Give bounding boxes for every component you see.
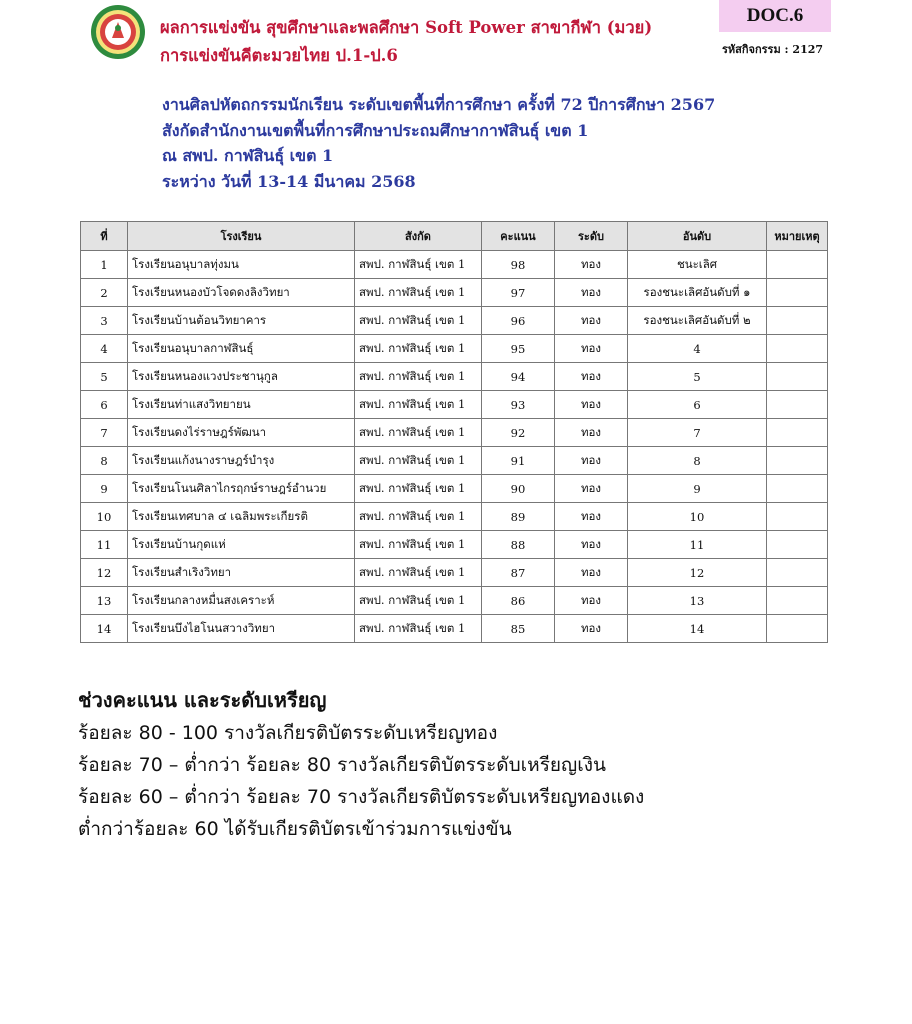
event-line-4: ระหว่าง วันที่ 13-14 มีนาคม 2568 [162,171,416,191]
header-affiliation: สังกัด [355,222,482,251]
table-row [81,531,828,559]
cell-note [767,447,828,475]
school-emblem-icon [90,4,146,60]
cell-school: โรงเรียนกลางหมื่นสงเคราะห์ [128,587,355,615]
cell-level: ทอง [555,503,628,531]
cell-rank: 6 [628,391,767,419]
cell-school: โรงเรียนแก้งนางราษฎร์บำรุง [128,447,355,475]
doc-badge: DOC.6 [719,0,831,32]
cell-no: 4 [81,335,128,363]
cell-score: 88 [482,531,555,559]
cell-no: 2 [81,279,128,307]
cell-no: 11 [81,531,128,559]
cell-school: โรงเรียนบ้านต้อนวิทยาคาร [128,307,355,335]
cell-level: ทอง [555,559,628,587]
criteria-line-2: ร้อยละ 70 – ต่ำกว่า ร้อยละ 80 รางวัลเกียรติบัตรระดับเหรียญเงิน [78,754,606,776]
cell-level: ทอง [555,447,628,475]
cell-note [767,279,828,307]
table-row [81,559,828,587]
cell-level: ทอง [555,307,628,335]
document-title [160,14,652,70]
cell-score: 86 [482,587,555,615]
title-line-1: ผลการแข่งขัน สุขศึกษาและพลศึกษา Soft Power สาขากีฬา (มวย) [160,18,653,37]
cell-rank: 12 [628,559,767,587]
table-header-row [81,222,828,251]
header-score: คะแนน [482,222,555,251]
cell-school: โรงเรียนโนนศิลาไกรฤกษ์ราษฎร์อำนวย [128,475,355,503]
cell-school: โรงเรียนดงไร่ราษฎร์พัฒนา [128,419,355,447]
table-row [81,615,828,643]
cell-rank: รองชนะเลิศอันดับที่ ๑ [628,279,767,307]
cell-score: 92 [482,419,555,447]
cell-note [767,475,828,503]
cell-note [767,503,828,531]
header-school: โรงเรียน [128,222,355,251]
cell-rank: 11 [628,531,767,559]
cell-note [767,531,828,559]
cell-no: 10 [81,503,128,531]
cell-affiliation: สพป. กาฬสินธุ์ เขต 1 [355,307,482,335]
cell-score: 96 [482,307,555,335]
cell-rank: ชนะเลิศ [628,251,767,279]
table-row [81,251,828,279]
table-row [81,475,828,503]
cell-score: 91 [482,447,555,475]
cell-score: 98 [482,251,555,279]
table-row [81,279,828,307]
criteria-line-1: ร้อยละ 80 - 100 รางวัลเกียรติบัตรระดับเหรียญทอง [78,722,498,744]
header-note: หมายเหตุ [767,222,828,251]
cell-school: โรงเรียนบ้านกุดแห่ [128,531,355,559]
header-rank: อันดับ [628,222,767,251]
table-row [81,419,828,447]
cell-affiliation: สพป. กาฬสินธุ์ เขต 1 [355,391,482,419]
cell-note [767,363,828,391]
cell-rank: 10 [628,503,767,531]
criteria-line-4: ต่ำกว่าร้อยละ 60 ได้รับเกียรติบัตรเข้าร่วมการแข่งขัน [78,818,512,840]
table-row [81,335,828,363]
cell-no: 13 [81,587,128,615]
cell-affiliation: สพป. กาฬสินธุ์ เขต 1 [355,279,482,307]
cell-no: 6 [81,391,128,419]
cell-school: โรงเรียนท่าแสงวิทยายน [128,391,355,419]
cell-school: โรงเรียนอนุบาลกาฬสินธุ์ [128,335,355,363]
cell-rank: 14 [628,615,767,643]
cell-note [767,307,828,335]
cell-school: โรงเรียนสำเริงวิทยา [128,559,355,587]
cell-score: 94 [482,363,555,391]
criteria-line-3: ร้อยละ 60 – ต่ำกว่า ร้อยละ 70 รางวัลเกียรติบัตรระดับเหรียญทองแดง [78,786,645,808]
cell-rank: 4 [628,335,767,363]
cell-note [767,251,828,279]
cell-score: 93 [482,391,555,419]
cell-score: 85 [482,615,555,643]
cell-no: 14 [81,615,128,643]
score-criteria [78,683,644,845]
cell-school: โรงเรียนหนองแวงประชานุกูล [128,363,355,391]
cell-affiliation: สพป. กาฬสินธุ์ เขต 1 [355,503,482,531]
cell-rank: 13 [628,587,767,615]
cell-note [767,587,828,615]
header-no: ที่ [81,222,128,251]
results-table [80,221,828,643]
table-row [81,587,828,615]
cell-affiliation: สพป. กาฬสินธุ์ เขต 1 [355,531,482,559]
cell-affiliation: สพป. กาฬสินธุ์ เขต 1 [355,475,482,503]
cell-level: ทอง [555,615,628,643]
cell-school: โรงเรียนอนุบาลทุ่งมน [128,251,355,279]
cell-no: 8 [81,447,128,475]
cell-affiliation: สพป. กาฬสินธุ์ เขต 1 [355,335,482,363]
cell-score: 90 [482,475,555,503]
cell-affiliation: สพป. กาฬสินธุ์ เขต 1 [355,363,482,391]
cell-score: 87 [482,559,555,587]
cell-rank: 7 [628,419,767,447]
cell-affiliation: สพป. กาฬสินธุ์ เขต 1 [355,559,482,587]
cell-rank: 9 [628,475,767,503]
table-row [81,503,828,531]
cell-level: ทอง [555,279,628,307]
table-row [81,447,828,475]
cell-affiliation: สพป. กาฬสินธุ์ เขต 1 [355,447,482,475]
cell-score: 97 [482,279,555,307]
cell-score: 89 [482,503,555,531]
cell-no: 3 [81,307,128,335]
cell-rank: รองชนะเลิศอันดับที่ ๒ [628,307,767,335]
activity-code: รหัสกิจกรรม : 2127 [722,43,824,56]
cell-rank: 5 [628,363,767,391]
cell-no: 12 [81,559,128,587]
table-row [81,363,828,391]
cell-no: 7 [81,419,128,447]
event-line-1: งานศิลปหัตถกรรมนักเรียน ระดับเขตพื้นที่การศึกษา ครั้งที่ 72 ปีการศึกษา 2567 [162,95,716,114]
cell-affiliation: สพป. กาฬสินธุ์ เขต 1 [355,419,482,447]
event-line-3: ณ สพป. กาฬสินธุ์ เขต 1 [162,146,334,165]
cell-note [767,335,828,363]
event-info [162,92,715,194]
cell-level: ทอง [555,335,628,363]
cell-no: 9 [81,475,128,503]
header-level: ระดับ [555,222,628,251]
criteria-heading: ช่วงคะแนน และระดับเหรียญ [78,688,327,712]
cell-score: 95 [482,335,555,363]
table-row [81,307,828,335]
cell-level: ทอง [555,419,628,447]
cell-level: ทอง [555,391,628,419]
cell-level: ทอง [555,475,628,503]
cell-note [767,559,828,587]
cell-note [767,615,828,643]
cell-level: ทอง [555,531,628,559]
cell-level: ทอง [555,251,628,279]
cell-level: ทอง [555,587,628,615]
cell-school: โรงเรียนหนองบัวโจดดงลิงวิทยา [128,279,355,307]
table-row [81,391,828,419]
cell-no: 5 [81,363,128,391]
cell-school: โรงเรียนเทศบาล ๔ เฉลิมพระเกียรติ [128,503,355,531]
event-line-2: สังกัดสำนักงานเขตพื้นที่การศึกษาประถมศึกษากาฬสินธุ์ เขต 1 [162,120,589,140]
cell-school: โรงเรียนบึงไฮโนนสวางวิทยา [128,615,355,643]
title-line-2: การแข่งขันคีตะมวยไทย ป.1-ป.6 [160,46,398,65]
cell-affiliation: สพป. กาฬสินธุ์ เขต 1 [355,251,482,279]
cell-level: ทอง [555,363,628,391]
cell-rank: 8 [628,447,767,475]
cell-no: 1 [81,251,128,279]
cell-affiliation: สพป. กาฬสินธุ์ เขต 1 [355,615,482,643]
cell-note [767,391,828,419]
cell-affiliation: สพป. กาฬสินธุ์ เขต 1 [355,587,482,615]
cell-note [767,419,828,447]
